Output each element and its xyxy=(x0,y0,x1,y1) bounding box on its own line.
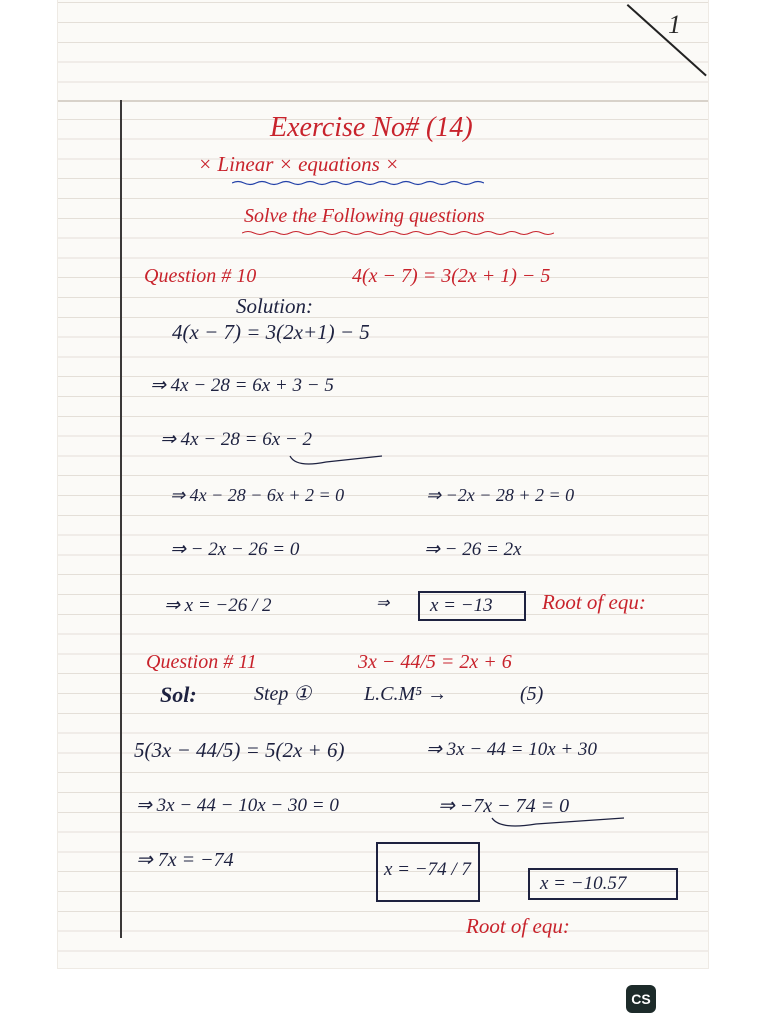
instruction-text: Solve the Following questions xyxy=(244,205,485,227)
q10-root-note: Root of equ: xyxy=(542,590,646,614)
q10-step-1: ⇒ 4x − 28 = 6x + 3 − 5 xyxy=(150,375,334,396)
lcm-label: L.C.M⁵ → xyxy=(364,683,448,705)
q11-decimal-box xyxy=(528,868,678,900)
q10-step-2: ⇒ 4x − 28 = 6x − 2 xyxy=(160,429,312,450)
question-10-label: Question # 10 xyxy=(144,265,257,287)
q10-step-4b: ⇒ − 26 = 2x xyxy=(424,539,522,560)
q10-step-3a: ⇒ 4x − 28 − 6x + 2 = 0 xyxy=(170,485,345,505)
q10-restated-equation: 4(x − 7) = 3(2x+1) − 5 xyxy=(172,320,370,344)
q10-answer-box xyxy=(418,591,526,621)
q11-line-2-bracket xyxy=(488,814,628,830)
step-label: Step ① xyxy=(254,683,312,705)
q11-line-3: ⇒ 7x = −74 xyxy=(136,849,234,871)
q11-fraction-answer: x = −74 / 7 xyxy=(384,859,471,880)
question-10-equation: 4(x − 7) = 3(2x + 1) − 5 xyxy=(352,265,551,287)
q10-step-5: ⇒ x = −26 / 2 xyxy=(164,595,272,616)
margin-line xyxy=(120,100,122,938)
sol-label: Sol: xyxy=(160,682,197,707)
instruction-underline xyxy=(242,230,554,236)
question-11-equation: 3x − 44/5 = 2x + 6 xyxy=(358,651,512,673)
q10-step-5-arrow: ⇒ xyxy=(376,595,390,612)
topic-title: × Linear × equations × xyxy=(198,152,400,176)
q10-answer: x = −13 xyxy=(430,595,493,616)
q11-line-2b: ⇒ −7x − 74 = 0 xyxy=(438,795,570,817)
q10-step-2-bracket xyxy=(286,452,386,468)
lcm-value: (5) xyxy=(520,683,544,705)
q11-line-2a: ⇒ 3x − 44 − 10x − 30 = 0 xyxy=(136,795,339,816)
q11-fraction-box xyxy=(376,842,480,902)
q11-decimal-answer: x = −10.57 xyxy=(540,873,627,894)
question-11-label: Question # 11 xyxy=(146,651,257,673)
q11-root-note: Root of equ: xyxy=(466,914,570,938)
q11-line-1b: ⇒ 3x − 44 = 10x + 30 xyxy=(426,739,597,760)
solution-label: Solution: xyxy=(236,294,313,318)
q10-step-4a: ⇒ − 2x − 26 = 0 xyxy=(170,539,300,560)
exercise-title: Exercise No# (14) xyxy=(270,112,473,143)
q10-step-3b: ⇒ −2x − 28 + 2 = 0 xyxy=(426,485,575,505)
q11-line-1a: 5(3x − 44/5) = 5(2x + 6) xyxy=(134,738,345,762)
top-rule xyxy=(58,100,708,102)
page-number: 1 xyxy=(668,10,681,39)
topic-underline xyxy=(232,180,484,186)
camscanner-badge: CS xyxy=(626,985,656,1013)
